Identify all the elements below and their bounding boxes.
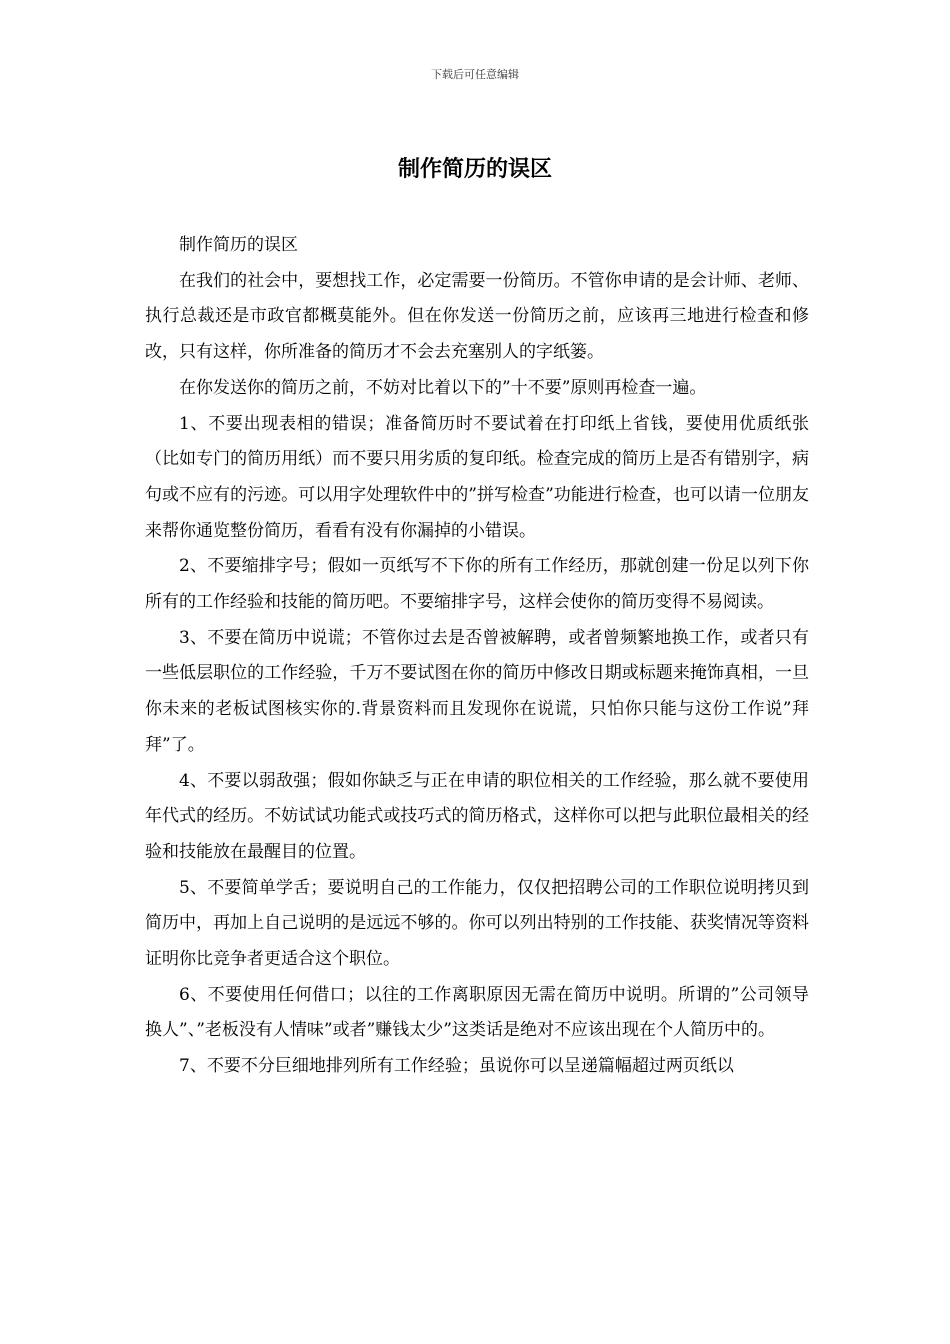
paragraph-rule-7: 7、不要不分巨细地排列所有工作经验；虽说你可以呈递篇幅超过两页纸以: [179, 1056, 734, 1077]
paragraph-rule-6: 6、不要使用任何借口；以往的工作离职原因无需在简历中说明。所谓的”公司领导换人”、”老板没有人情味”或者”赚钱太少”这类话是绝对不应该出现在个人简历中的。: [145, 984, 809, 1041]
paragraph-rule-4: 4、不要以弱敌强；假如你缺乏与正在申请的职位相关的工作经验，那么就不要使用年代式的经历。不妨试试功能式或技巧式的简历格式，这样你可以把与此职位最相关的经验和技能放在最醒目的位置。: [145, 770, 809, 862]
paragraph-rule-3: 3、不要在简历中说谎；不管你过去是否曾被解聘，或者曾频繁地换工作，或者只有一些低层职位的工作经验，千万不要试图在你的简历中修改日期或标题来掩饰真相，一旦你未来的老板试图核实你的.背景资料而且发现你在说谎，只怕你只能与这份工作说”拜拜”了。: [145, 627, 809, 755]
header-note: 下载后可任意编辑: [431, 68, 519, 81]
paragraph-rule-5: 5、不要简单学舌；要说明自己的工作能力，仅仅把招聘公司的工作职位说明拷贝到简历中，再加上自己说明的是远远不够的。你可以列出特别的工作技能、获奖情况等资料证明你比竞争者更适合这个职位。: [145, 877, 809, 970]
paragraph-rule-1: 1、不要出现表相的错误；准备简历时不要试着在打印纸上省钱，要使用优质纸张（比如专门的简历用纸）而不要只用劣质的复印纸。检查完成的简历上是否有错别字，病句或不应有的污迹。可以用字处理软件中的”拼写检查”功能进行检查，也可以请一位朋友来帮你通览整份简历，看看有没有你漏掉的小错误。: [145, 413, 809, 541]
paragraph-rule-2: 2、不要缩排字号；假如一页纸写不下你的所有工作经历，那就创建一份足以列下你所有的工作经验和技能的简历吧。不要缩排字号，这样会使你的简历变得不易阅读。: [145, 556, 809, 613]
paragraph-subtitle: 制作简历的误区: [179, 235, 298, 255]
paragraph-lead: 在你发送你的简历之前，不妨对比着以下的”十不要”原则再检查一遍。: [179, 377, 707, 398]
document-title: 制作简历的误区: [397, 157, 552, 182]
paragraph-intro: 在我们的社会中，要想找工作，必定需要一份简历。不管你申请的是会计师、老师、执行总裁还是市政官都概莫能外。但在你发送一份简历之前，应该再三地进行检查和修改，只有这样，你所准备的简历才不会去充塞别人的字纸篓。: [145, 270, 809, 363]
document-body: [145, 228, 809, 1085]
